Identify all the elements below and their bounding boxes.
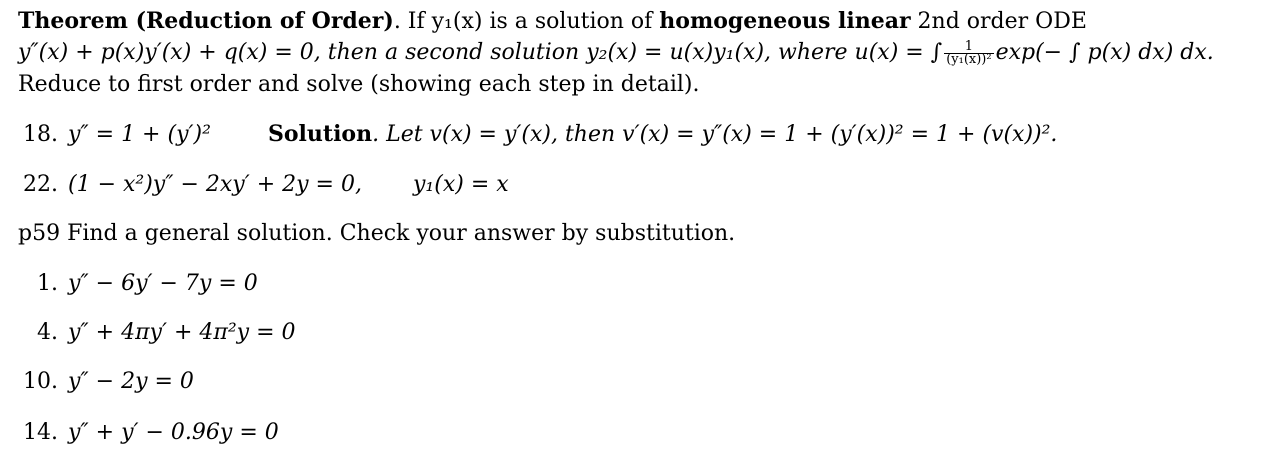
- problem-18: [0, 119, 1057, 150]
- theorem-title: Theorem (Reduction of Order): [18, 8, 394, 34]
- theorem-line-3: [18, 70, 699, 100]
- section-heading-text: p59 Find a general solution. Check your answer by substitution.: [18, 221, 736, 246]
- theorem-key-term: homogeneous linear: [659, 8, 911, 34]
- problem-number: 18.: [23, 122, 58, 147]
- theorem-intro: . If y₁(x) is a solution of: [393, 9, 660, 34]
- problem-equation: (1 − x²)y″ − 2xy′ + 2y = 0,: [68, 172, 362, 197]
- problem-22: [0, 170, 509, 200]
- exercise-equation: y″ − 2y = 0: [68, 369, 194, 394]
- problem-equation: y″ = 1 + (y′)²: [68, 122, 211, 147]
- exercise-10: [0, 367, 194, 397]
- theorem-ode-order: 2nd order ODE: [910, 9, 1087, 34]
- theorem-fraction: [944, 38, 993, 67]
- exercise-1: [0, 269, 258, 299]
- problem-number: 22.: [23, 172, 58, 197]
- theorem-formula-part2: exp(− ∫ p(x) dx) dx.: [995, 40, 1214, 65]
- exercise-number: 14.: [23, 420, 58, 445]
- exercise-number: 10.: [23, 369, 58, 394]
- fraction-numerator: 1: [944, 41, 993, 54]
- theorem-line-2: [18, 38, 1214, 68]
- fraction-denominator: (y₁(x))²: [946, 51, 992, 67]
- exercise-number: 1.: [37, 271, 58, 296]
- exercise-number: 4.: [37, 320, 58, 345]
- exercise-equation: y″ + 4πy′ + 4π²y = 0: [68, 320, 296, 345]
- section-heading: [18, 219, 735, 249]
- exercise-4: [0, 318, 296, 348]
- exercise-14: [0, 418, 279, 448]
- solution-text: . Let v(x) = y′(x), then v′(x) = y″(x) = 1 + (y′(x))² = 1 + (v(x))².: [372, 122, 1058, 147]
- exercise-equation: y″ − 6y′ − 7y = 0: [68, 271, 258, 296]
- theorem-formula-part1: y″(x) + p(x)y′(x) + q(x) = 0, then a second solution y₂(x) = u(x)y₁(x), where u(x) = ∫: [18, 40, 943, 65]
- problem-given-solution: y₁(x) = x: [413, 172, 509, 197]
- solution-label: Solution: [268, 121, 373, 147]
- exercise-equation: y″ + y′ − 0.96y = 0: [68, 420, 279, 445]
- theorem-instruction: Reduce to first order and solve (showing each step in detail).: [18, 72, 700, 97]
- theorem-line-1: [18, 6, 1087, 37]
